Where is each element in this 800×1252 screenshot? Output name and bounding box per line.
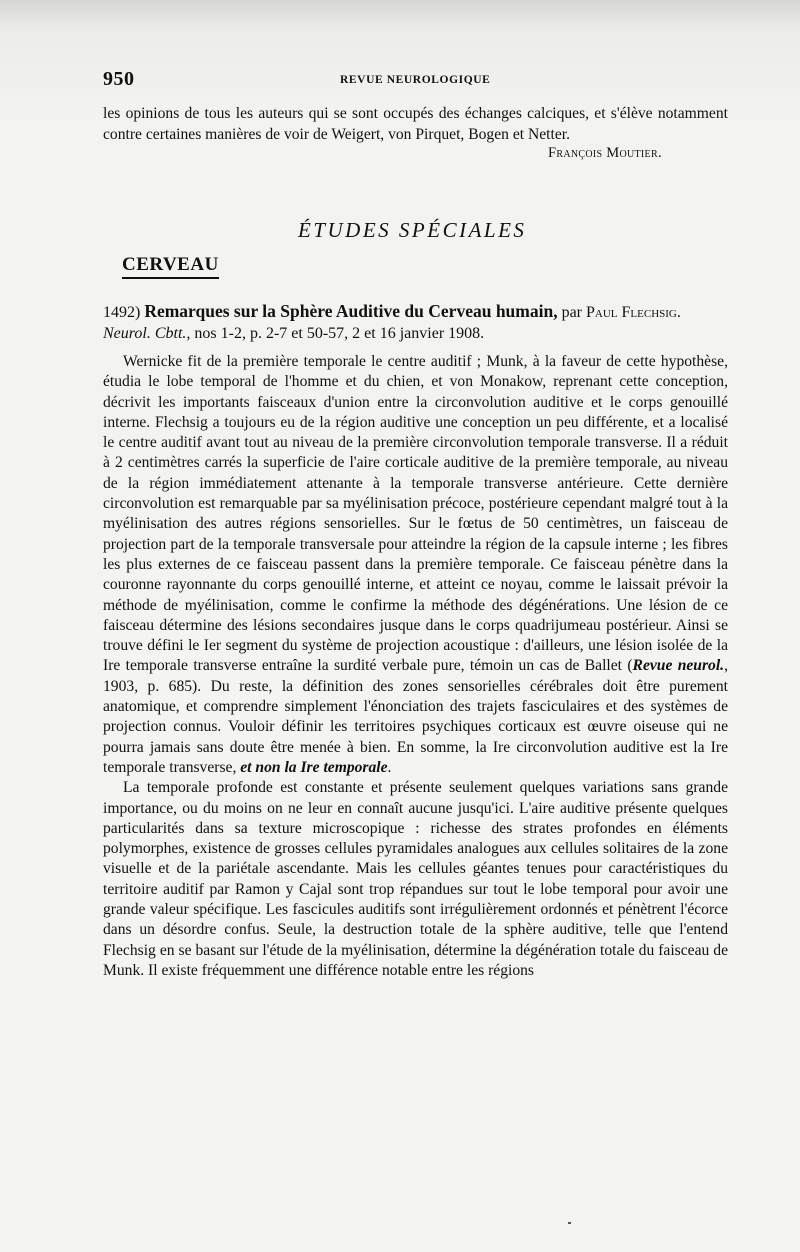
running-head: REVUE NEUROLOGIQUE	[340, 74, 491, 86]
paragraph-1-part-a: Wernicke fit de la première temporale le centre auditif ; Munk, à la faveur de cette hypothèse, étudia le lobe temporal de l'homme et du chien, et von Monakow, reprenant cette conception, décrivit les importants faisceaux d'union entre la circonvolution auditive et le corps genouillé interne. Flechsig a toujours eu de la région auditive une conception un peu différente, et a localisé le centre auditif avant tout au niveau de la première circonvolution temporale transverse. Il a réduit à 2 centimètres carrés la superficie de l'aire corticale auditive de la première temporale, au niveau de la région immédiatement attenante à la temporale transverse antérieure. Cette dernière circonvolution est remarquable par sa myélinisation précoce, postérieure cependant malgré tout à la myélinisation des autres régions sensorielles. Sur le fœtus de 50 centimètres, un faisceau de projection part de la temporale transversale pour atteindre la région de la capsule interne ; les fibres les plus externes de ce faisceau passent dans la première temporale. Ce faisceau pénètre dans la couronne rayonnante du corps genouillé interne, et atteint ce noyau, comme le laissait prévoir la méthode de myélinisation, comme le confirme la méthode des dégénérations. Une lésion de ce faisceau détermine des lésions secondaires jusque dans le corps quadrijumeau postérieur. Ainsi se trouve défini le Ier segment du système de projection acoustique : d'ailleurs, une lésion isolée de la Ire temporale transverse entraîne la surdité verbale pure, témoin un cas de Ballet (	[103, 353, 728, 675]
page-number: 950	[103, 68, 135, 90]
section-title: ÉTUDES SPÉCIALES	[298, 218, 527, 242]
article-body	[103, 352, 728, 981]
print-mark	[568, 1222, 571, 1224]
journal-reference: Revue neurol.	[632, 657, 725, 675]
entry-par: par	[561, 304, 583, 321]
entry-title: Remarques sur la Sphère Auditive du Cerveau humain,	[144, 301, 558, 321]
entry-heading	[103, 301, 728, 344]
paragraph-2: La temporale profonde est constante et présente seulement quelques variations sans grande importance, ou du moins on ne leur en connaît aucune jusqu'ici. L'aire auditive présente quelques particularités dans sa texture microscopique : richesse des strates profondes en éléments polymorphes, existence de grosses cellules pyramidales analogues aux cellules solitaires de la zone visuelle et de la pariétale ascendante. Mais les cellules géantes tenues pour caractéristiques du territoire auditif par Ramon y Cajal sont trop répandues sur tout le lobe temporal pour avoir une grande valeur spécifique. Les fascicules auditifs sont irrégulièrement ordonnés et pénètrent l'écorce dans un désordre confus. Seule, la destruction totale de la sphère auditive, telle que l'entend Flechsig en se basant sur l'étude de la myélinisation, détermine la dégénération totale du faisceau de Munk. Il existe fréquemment une différence notable entre les régions	[103, 779, 728, 979]
intro-paragraph: les opinions de tous les auteurs qui se sont occupés des échanges calciques, et s'élève notamment contre certaines manières de voir de Weigert, von Pirquet, Bogen et Netter.	[103, 105, 728, 143]
subsection-heading: CERVEAU	[122, 254, 219, 279]
entry-journal: Neurol. Cbtt.,	[103, 325, 191, 342]
entry-author: Paul Flechsig.	[586, 304, 681, 321]
author-signature: François Moutier.	[548, 145, 662, 161]
entry-number: 1492)	[103, 304, 141, 321]
emphasis-phrase: et non la Ire temporale	[240, 758, 388, 776]
paragraph-1-part-b: , 1903, p. 685). Du reste, la définition des zones sensorielles cérébrales doit être purement anatomique, et comprendre simplement l'énonciation des trajets fasciculaires et des systèmes de projection connus. Vouloir définir les territoires psychiques corticaux est œuvre oiseuse qui ne pourra jamais sans doute être menée à bien. En somme, la Ire circonvolution auditive est la Ire temporale transverse,	[103, 657, 728, 776]
paragraph-1-end: .	[387, 758, 392, 776]
entry-citation: nos 1-2, p. 2-7 et 50-57, 2 et 16 janvier 1908.	[194, 325, 485, 342]
paragraph-1	[103, 352, 728, 778]
